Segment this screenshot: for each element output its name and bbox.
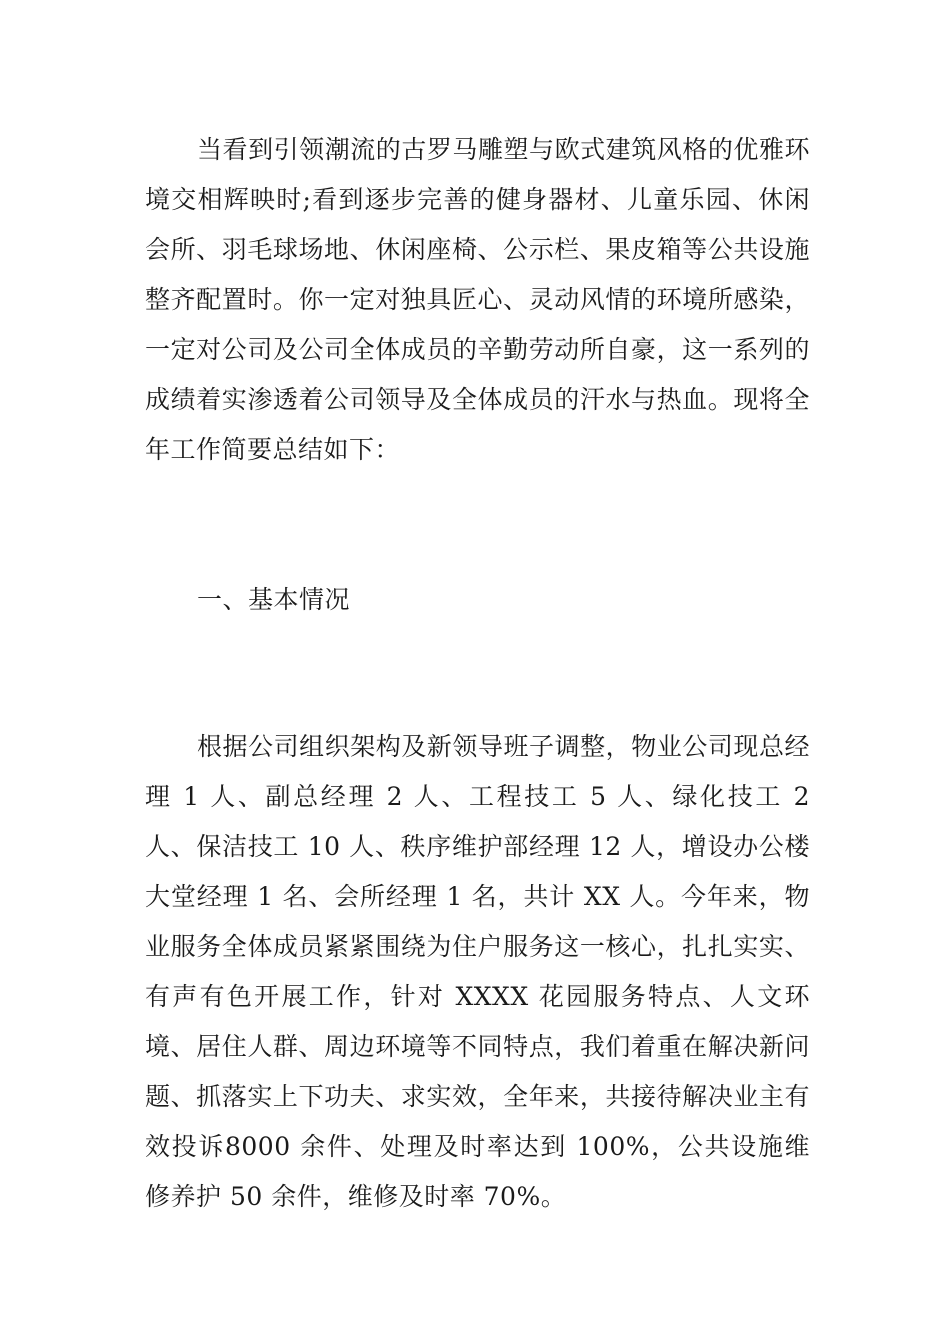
intro-paragraph: 当看到引领潮流的古罗马雕塑与欧式建筑风格的优雅环境交相辉映时;看到逐步完善的健身器材、儿童乐园、休闲会所、羽毛球场地、休闲座椅、公示栏、果皮箱等公共设施整齐配置时。你一定对独具匠心、灵动风情的环境所感染，一定对公司及公司全体成员的辛勤劳动所自豪，这一系列的成绩着实渗透着公司领导及全体成员的汗水与热血。现将全年工作简要总结如下： — [145, 135, 810, 464]
section-heading: 一、基本情况 — [197, 585, 351, 614]
basic-situation-paragraph: 根据公司组织架构及新领导班子调整，物业公司现总经理 1 人、副总经理 2 人、工程技工 5 人、绿化技工 2 人、保洁技工 10 人、秩序维护部经理 12 人，增设办公楼大堂经理 1 名、会所经理 1 名，共计 XX 人。今年来，物业服务全体成员紧紧围绕为住户服务这一核心，扎扎实实、有声有色开展工作，针对 XXXX 花园服务特点、人文环境、居住人群、周边环境等不同特点，我们着重在解决新问题、抓落实上下功夫、求实效，全年来，共接待解决业主有效投诉8000 余件、处理及时率达到 100%，公共设施维修养护 50 余件，维修及时率 70%。 — [145, 732, 810, 1211]
